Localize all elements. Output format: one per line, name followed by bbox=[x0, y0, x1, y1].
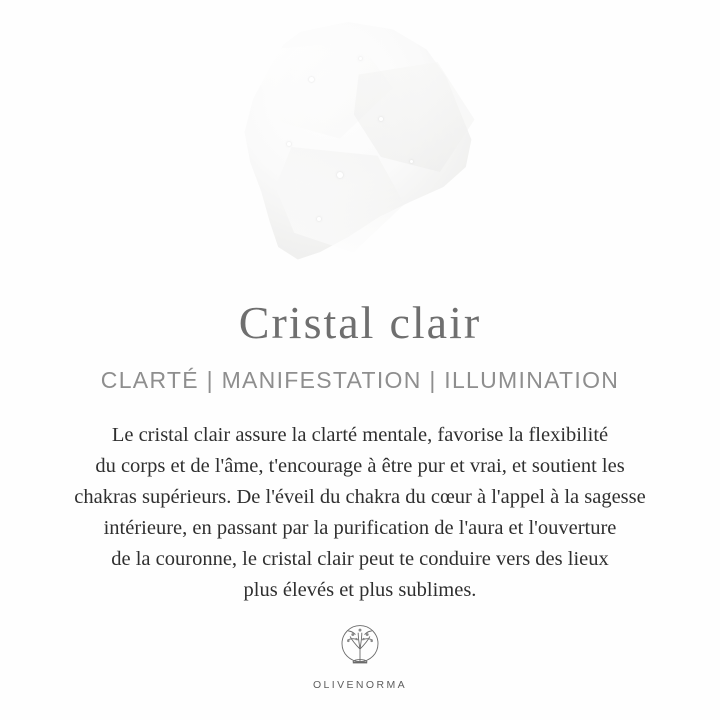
crystal-image-area bbox=[0, 0, 720, 290]
crystal-sparkle bbox=[410, 160, 413, 163]
description-line: chakras supérieurs. De l'éveil du chakra du cœur à l'appel à la sagesse bbox=[74, 486, 646, 508]
crystal-image bbox=[225, 22, 505, 272]
crystal-body-shape bbox=[225, 22, 505, 272]
page-title bbox=[239, 296, 481, 349]
description-line: de la couronne, le cristal clair peut te conduire vers des lieux bbox=[111, 548, 609, 570]
tree-of-life-icon bbox=[331, 622, 389, 676]
keyword-subtitle: CLARTÉ | MANIFESTATION | ILLUMINATION bbox=[100, 367, 620, 393]
title-word-2: clair bbox=[389, 297, 482, 348]
crystal-sparkle bbox=[379, 117, 383, 121]
crystal-sparkle bbox=[287, 142, 291, 146]
crystal-sparkle bbox=[337, 172, 343, 178]
description-line: plus élevés et plus sublimes. bbox=[243, 579, 477, 601]
description-paragraph bbox=[20, 420, 700, 606]
description-line: Le cristal clair assure la clarté mentale, favorise la flexibilité bbox=[111, 424, 609, 446]
brand-logo bbox=[313, 622, 407, 691]
description-line: du corps et de l'âme, t'encourage à être pur et vrai, et soutient les bbox=[95, 455, 625, 477]
crystal-sparkle bbox=[309, 77, 314, 82]
title-word-1: Cristal bbox=[238, 297, 376, 348]
description-line: intérieure, en passant par la purification de l'aura et l'ouverture bbox=[103, 517, 617, 539]
brand-name: OLIVENORMA bbox=[312, 679, 407, 691]
